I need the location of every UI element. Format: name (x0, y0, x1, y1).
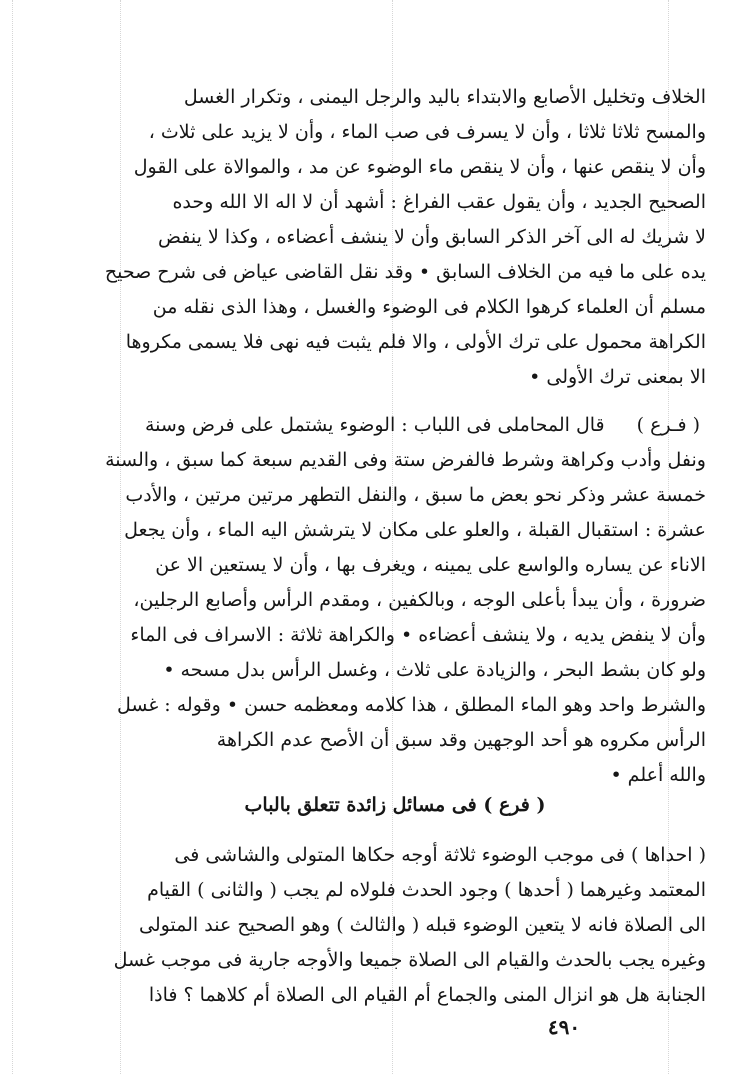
text-line: ونفل وأدب وكراهة وشرط فالفرض ستة وفى القديم سبعة كما سبق ، والسنة (105, 449, 706, 471)
text-line: ولو كان بشط البحر ، والزيادة على ثلاث ، وغسل الرأس بدل مسحه • (163, 659, 706, 681)
text-line: الخلاف وتخليل الأصابع والابتداء باليد والرجل اليمنى ، وتكرار الغسل (183, 86, 706, 108)
text-line: الرأس مكروه هو أحد الوجهين وقد سبق أن الأصح عدم الكراهة (216, 729, 706, 751)
text-line: وأن لا ينقص عنها ، وأن لا ينقص ماء الوضوء عن مد ، والموالاة على القول (133, 156, 706, 178)
text-line: ( احداها ) فى موجب الوضوء ثلاثة أوجه حكاها المتولى والشاشى فى (174, 844, 706, 866)
text-line: وأن لا ينفض يديه ، ولا ينشف أعضاءه • والكراهة ثلاثة : الاسراف فى الماء (130, 624, 706, 646)
text-line-rest: قال المحاملى فى اللباب : الوضوء يشتمل على فرض وسنة (144, 414, 605, 436)
section-heading: ( فرع ) فى مسائل زائدة تتعلق بالباب (244, 794, 546, 816)
text-line: الجنابة هل هو انزال المنى والجماع أم القيام الى الصلاة أم كلاهما ؟ فاذا (148, 984, 706, 1006)
text-line (84, 408, 706, 443)
paragraph-3 (84, 838, 706, 1013)
text-line: لا شريك له الى آخر الذكر السابق وأن لا ينشف أعضاءه ، وكذا لا ينفض (158, 226, 706, 248)
text-line: الا بمعنى ترك الأولى • (529, 366, 706, 388)
paragraph-1 (84, 80, 706, 395)
text-line: الصحيح الجديد ، وأن يقول عقب الفراغ : أشهد أن لا اله الا الله وحده (172, 191, 706, 213)
text-line: الى الصلاة فانه لا يتعين الوضوء قبله ( والثالث ) وهو الصحيح عند المتولى (138, 914, 706, 936)
page-number: ٤٩٠ (547, 1015, 581, 1039)
paragraph-2 (84, 408, 706, 793)
text-line: والله أعلم • (610, 764, 706, 786)
text-line: ضرورة ، وأن يبدأ بأعلى الوجه ، وبالكفين ، ومقدم الرأس وأصابع الرجلين، (133, 589, 706, 611)
text-line: عشرة : استقبال القبلة ، والعلو على مكان لا يترشش اليه الماء ، وأن يجعل (124, 519, 706, 541)
text-line: الكراهة محمول على ترك الأولى ، والا فلم يثبت فيه نهى فلا يسمى مكروها (125, 331, 706, 353)
text-line: المعتمد وغيرهما ( أحدها ) وجود الحدث فلولاه لم يجب ( والثانى ) القيام (147, 879, 706, 901)
text-line: والمسح ثلاثا ثلاثا ، وأن لا يسرف فى صب الماء ، وأن لا يزيد على ثلاث ، (148, 121, 706, 143)
text-line: يده على ما فيه من الخلاف السابق • وقد نقل القاضى عياض فى شرح صحيح (104, 261, 706, 283)
scan-guide-line (12, 0, 13, 1074)
text-line: خمسة عشر وذكر نحو بعض ما سبق ، والنفل التطهر مرتين مرتين ، والأدب (125, 484, 706, 506)
section-label: ( فـرع ) (631, 408, 706, 443)
text-line: مسلم أن العلماء كرهوا الكلام فى الوضوء والغسل ، وهذا الذى نقله من (152, 296, 706, 318)
text-line: وغيره يجب بالحدث والقيام الى الصلاة جميعا والأوجه جارية فى موجب غسل (113, 949, 706, 971)
text-line: الاناء عن يساره والواسع على يمينه ، ويغرف بها ، وأن لا يستعين الا عن (155, 554, 706, 576)
text-line: والشرط واحد وهو الماء المطلق ، هذا كلامه ومعظمه حسن • وقوله : غسل (116, 694, 706, 716)
